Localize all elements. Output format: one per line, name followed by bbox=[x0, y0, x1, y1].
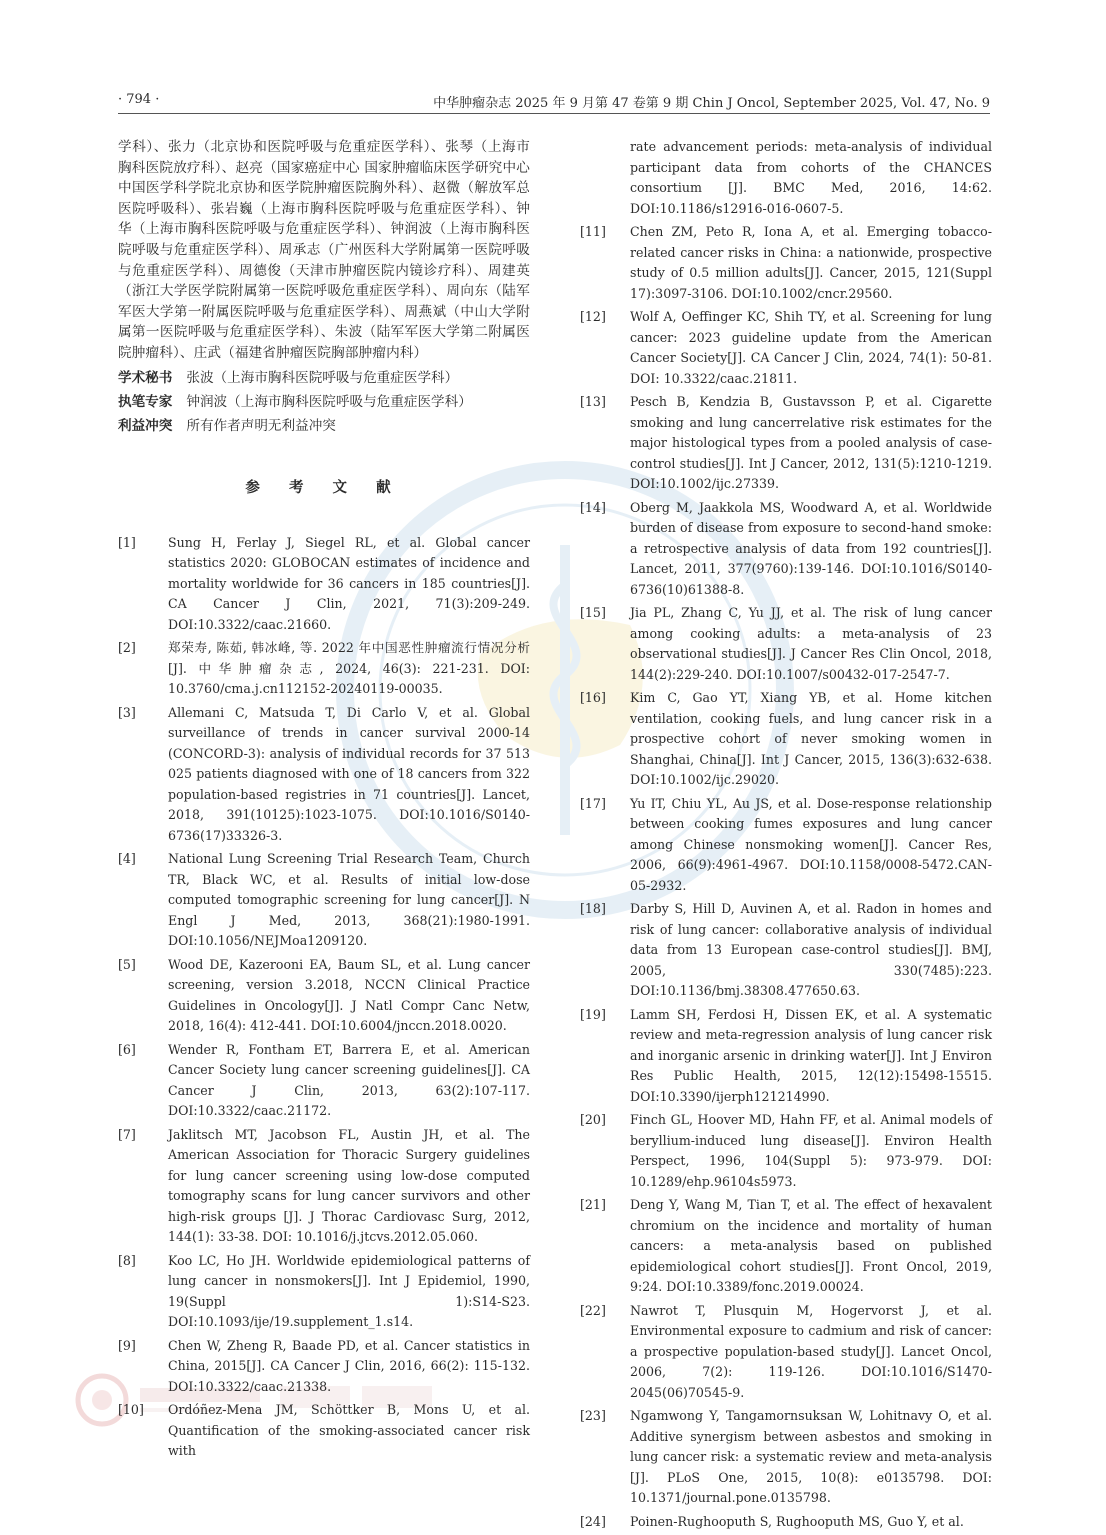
reference-text: Pesch B, Kendzia B, Gustavsson P, et al. Cigarette smoking and lung cancerrelative risk estimates for the major histological types from a pooled analysis of case-control studies[J]. Int J Cancer, 2012, 131(5):1210-1219. DOI:10.1002/ijc.27339. bbox=[630, 394, 992, 491]
reference-item bbox=[580, 498, 992, 601]
author-affiliations: 学科）、张力（北京协和医院呼吸与危重症医学科）、张琴（上海市胸科医院放疗科）、赵亮（国家癌症中心 国家肿瘤临床医学研究中心 中国医学科学院北京协和医学院肿瘤医院胸外科）、赵微（解放军总医院呼吸科）、张岩巍（上海市胸科医院呼吸与危重症医学科）、钟华（上海市胸科医院呼吸与危重症医学科）、钟润波（上海市胸科医院呼吸与危重症医学科）、周承志（广州医科大学附属第一医院呼吸与危重症医学科）、周德俊（天津市肿瘤医院内镜诊疗科）、周建英（浙江大学医学院附属第一医院呼吸危重症医学科）、周向东（陆军军医大学第一附属医院呼吸与危重症医学科）、周燕斌（中山大学附属第一医院呼吸与危重症医学科）、朱波（陆军军医大学第二附属医院肿瘤科）、庄武（福建省肿瘤医院胸部肿瘤内科） bbox=[118, 139, 530, 361]
reference-item bbox=[118, 1251, 530, 1333]
reference-item bbox=[580, 222, 992, 304]
reference-text: Chen ZM, Peto R, Iona A, et al. Emerging tobacco-related cancer risks in China: a nationwide, prospective study of 0.5 million adults[J]. Cancer, 2015, 121(Suppl 17):3097-3106. DOI:10.1002/cncr.29560. bbox=[630, 224, 992, 301]
reference-number: [18] bbox=[580, 901, 606, 916]
page-number: · 794 · bbox=[118, 92, 160, 107]
reference-number: [7] bbox=[118, 1126, 136, 1142]
reference-text: Koo LC, Ho JH. Worldwide epidemiological patterns of lung cancer in nonsmokers[J]. Int J Epidemiol, 1990, 19(Suppl 1):S14-S23. DOI:10.1093/ije/19.supplement_1.s14. bbox=[168, 1252, 530, 1330]
reference-text: Kim C, Gao YT, Xiang YB, et al. Home kitchen ventilation, cooking fuels, and lung cancer risk in a prospective cohort of never smoking women in Shanghai, China[J]. Int J Cancer, 2015, 136(3):632-638. DOI:10.1002/ijc.29020. bbox=[630, 690, 992, 787]
reference-number: [20] bbox=[580, 1112, 606, 1127]
reference-text: Nawrot T, Plusquin M, Hogervorst J, et al. Environmental exposure to cadmium and risk of cancer: a prospective population-based study[J]. Lancet Oncol, 2006, 7(2): 119-126. DOI:10.1016/S1470-2045(06)70545-9. bbox=[630, 1302, 992, 1400]
reference-number: [23] bbox=[580, 1408, 606, 1423]
reference-item bbox=[118, 638, 530, 700]
reference-number: [9] bbox=[118, 1337, 136, 1353]
reference-text: Deng Y, Wang M, Tian T, et al. The effect of hexavalent chromium on the incidence and mortality of human cancers: a meta-analysis based on published epidemiological cohort studies[J]. Front Oncol, 2019, 9:24. DOI:10.3389/fonc.2019.00024. bbox=[630, 1197, 992, 1294]
reference-item bbox=[118, 1400, 530, 1462]
reference-text: Wender R, Fontham ET, Barrera E, et al. American Cancer Society lung cancer screening guidelines[J]. CA Cancer J Clin, 2013, 63(2):107-117. DOI:10.3322/caac.21172. bbox=[168, 1041, 530, 1119]
reference-text: Ordóñez-Mena JM, Schöttker B, Mons U, et al. Quantification of the smoking-associated cancer risk with bbox=[168, 1402, 530, 1459]
reference-number: [21] bbox=[580, 1197, 606, 1212]
meta-row: 执笔专家 钟润波（上海市胸科医院呼吸与危重症医学科） bbox=[118, 393, 472, 410]
reference-text: Finch GL, Hoover MD, Hahn FF, et al. Animal models of beryllium-induced lung disease[J]. Environ Health Perspect, 1996, 104(Suppl 5): 973-979. DOI: 10.1289/ehp.96104s5973. bbox=[630, 1112, 992, 1189]
reference-item bbox=[580, 688, 992, 791]
reference-number: [15] bbox=[580, 605, 606, 620]
reference-item bbox=[580, 603, 992, 685]
reference-text: Wood DE, Kazerooni EA, Baum SL, et al. Lung cancer screening, version 3.2018, NCCN Clinical Practice Guidelines in Oncology[J]. J Natl Compr Canc Netw, 2018, 16(4): 412-441. DOI:10.6004/jnccn.2018.0020. bbox=[168, 956, 530, 1034]
reference-text: National Lung Screening Trial Research Team, Church TR, Black WC, et al. Results of initial low-dose computed tomographic screening for lung cancer[J]. N Engl J Med, 2013, 368(21):1980-1991. DOI:10.1056/NEJMoa1209120. bbox=[168, 851, 530, 949]
reference-number: [12] bbox=[580, 309, 606, 324]
meta-block bbox=[118, 366, 530, 438]
reference-item bbox=[580, 392, 992, 495]
reference-item bbox=[580, 1110, 992, 1192]
reference-item bbox=[580, 794, 992, 897]
reference-number: [11] bbox=[580, 224, 606, 239]
reference-item bbox=[118, 955, 530, 1037]
reference-text: Sung H, Ferlay J, Siegel RL, et al. Global cancer statistics 2020: GLOBOCAN estimates of incidence and mortality worldwide for 36 cancers in 185 countries[J]. CA Cancer J Clin, 2021, 71(3):209-249. DOI:10.3322/caac.21660. bbox=[168, 534, 530, 632]
reference-text: Jia PL, Zhang C, Yu JJ, et al. The risk of lung cancer among cooking adults: a meta-analysis of 23 observational studies[J]. J Cancer Res Clin Oncol, 2018, 144(2):229-240. DOI:10.1007/s00432-017-2547-7. bbox=[630, 605, 992, 682]
reference-text: Allemani C, Matsuda T, Di Carlo V, et al. Global surveillance of trends in cancer survival 2000-14 (CONCORD-3): analysis of individual records for 37 513 025 patients diagnosed with one of 18 cancers from 322 population-based registries in 71 countries[J]. Lancet, 2018, 391(10125):1023-1075. DOI:10.1016/S0140-6736(17)33326-3. bbox=[168, 704, 530, 843]
reference-item bbox=[118, 1125, 530, 1248]
reference-item bbox=[580, 307, 992, 389]
reference-item bbox=[580, 1512, 992, 1533]
reference-item bbox=[118, 1040, 530, 1122]
reference-number: [5] bbox=[118, 956, 136, 972]
reference-number: [10] bbox=[118, 1402, 144, 1418]
right-column bbox=[580, 137, 992, 1535]
reference-number: [2] bbox=[118, 640, 136, 656]
reference-number: [24] bbox=[580, 1513, 606, 1529]
reference-list-left bbox=[118, 533, 530, 1462]
reference-list-right bbox=[580, 222, 992, 1532]
left-column bbox=[118, 137, 530, 1465]
reference-item bbox=[118, 533, 530, 636]
reference-number: [13] bbox=[580, 394, 606, 409]
reference-number: [8] bbox=[118, 1252, 136, 1268]
reference-number: [3] bbox=[118, 704, 136, 720]
reference-continuation: rate advancement periods: meta-analysis of individual participant data from cohorts of the CHANCES consortium [J]. BMC Med, 2016, 14:62. DOI:10.1186/s12916-016-0607-5. bbox=[630, 139, 992, 216]
reference-text: Lamm SH, Ferdosi H, Dissen EK, et al. A systematic review and meta-regression analysis of lung cancer risk and inorganic arsenic in drinking water[J]. Int J Environ Res Public Health, 2015, 12(12):15498-15515. DOI:10.3390/ijerph121214990. bbox=[630, 1006, 992, 1104]
reference-text: Oberg M, Jaakkola MS, Woodward A, et al. Worldwide burden of disease from exposure to second-hand smoke: a retrospective analysis of data from 192 countries[J]. Lancet, 2011, 377(9760):139-146. DOI:10.1016/S0140-6736(10)61388-8. bbox=[630, 499, 992, 597]
reference-number: [1] bbox=[118, 534, 136, 550]
reference-number: [16] bbox=[580, 690, 606, 705]
header-rule bbox=[118, 113, 990, 114]
reference-item bbox=[580, 1301, 992, 1404]
reference-text: Poinen-Rughooputh S, Rughooputh MS, Guo Y, et al. bbox=[630, 1513, 964, 1529]
reference-number: [14] bbox=[580, 499, 606, 515]
reference-item bbox=[118, 703, 530, 847]
meta-row: 学术秘书 张波（上海市胸科医院呼吸与危重症医学科） bbox=[118, 369, 459, 386]
page-header bbox=[118, 88, 990, 112]
reference-item bbox=[580, 1005, 992, 1108]
reference-number: [4] bbox=[118, 851, 136, 867]
reference-text: Wolf A, Oeffinger KC, Shih TY, et al. Screening for lung cancer: 2023 guideline update from the American Cancer Society[J]. CA Cancer J Clin, 2024, 74(1): 50-81. DOI: 10.3322/caac.21811. bbox=[630, 309, 992, 386]
reference-text: Jaklitsch MT, Jacobson FL, Austin JH, et al. The American Association for Thoracic Surgery guidelines for lung cancer screening using low-dose computed tomography scans for lung cancer survivors and other high-risk groups [J]. J Thorac Cardiovasc Surg, 2012, 144(1): 33-38. DOI: 10.1016/j.jtcvs.2012.05.060. bbox=[168, 1126, 530, 1245]
reference-item bbox=[118, 849, 530, 952]
reference-item bbox=[580, 1195, 992, 1298]
reference-item bbox=[580, 1406, 992, 1509]
references-heading: 参 考 文 献 bbox=[245, 478, 403, 496]
reference-number: [22] bbox=[580, 1302, 606, 1318]
reference-item bbox=[118, 1336, 530, 1398]
reference-text: Ngamwong Y, Tangamornsuksan W, Lohitnavy O, et al. Additive synergism between asbestos and smoking in lung cancer risk: a systematic review and meta-analysis [J]. PLoS One, 2015, 10(8): e0135798. DOI: 10.1371/journal.pone.0135798. bbox=[630, 1408, 992, 1505]
reference-text: Darby S, Hill D, Auvinen A, et al. Radon in homes and risk of lung cancer: collaborative analysis of individual data from 13 European case-control studies[J]. BMJ, 2005, 330(7485):223. DOI:10.1136/bmj.38308.477650.63. bbox=[630, 901, 992, 998]
reference-text: Chen W, Zheng R, Baade PD, et al. Cancer statistics in China, 2015[J]. CA Cancer J Clin, 2016, 66(2): 115-132. DOI:10.3322/caac.21338. bbox=[168, 1337, 530, 1394]
reference-number: [19] bbox=[580, 1006, 606, 1022]
reference-text: 郑荣寿, 陈茹, 韩冰峰, 等. 2022 年中国恶性肿瘤流行情况分析[J]. 中华肿瘤杂志, 2024, 46(3): 221-231. DOI: 10.3760/cma.j.cn112152-20240119-00035. bbox=[168, 640, 530, 697]
reference-text: Yu IT, Chiu YL, Au JS, et al. Dose-response relationship between cooking fumes exposures and lung cancer among Chinese nonsmoking women[J]. Cancer Res, 2006, 66(9):4961-4967. DOI:10.1158/0008-5472.CAN-05-2932. bbox=[630, 795, 992, 893]
reference-number: [6] bbox=[118, 1041, 136, 1057]
journal-citation: 中华肿瘤杂志 2025 年 9 月第 47 卷第 9 期 Chin J Oncol, September 2025, Vol. 47, No. 9 bbox=[433, 96, 990, 111]
meta-row: 利益冲突 所有作者声明无利益冲突 bbox=[118, 417, 336, 434]
reference-number: [17] bbox=[580, 795, 606, 811]
reference-item bbox=[580, 899, 992, 1002]
